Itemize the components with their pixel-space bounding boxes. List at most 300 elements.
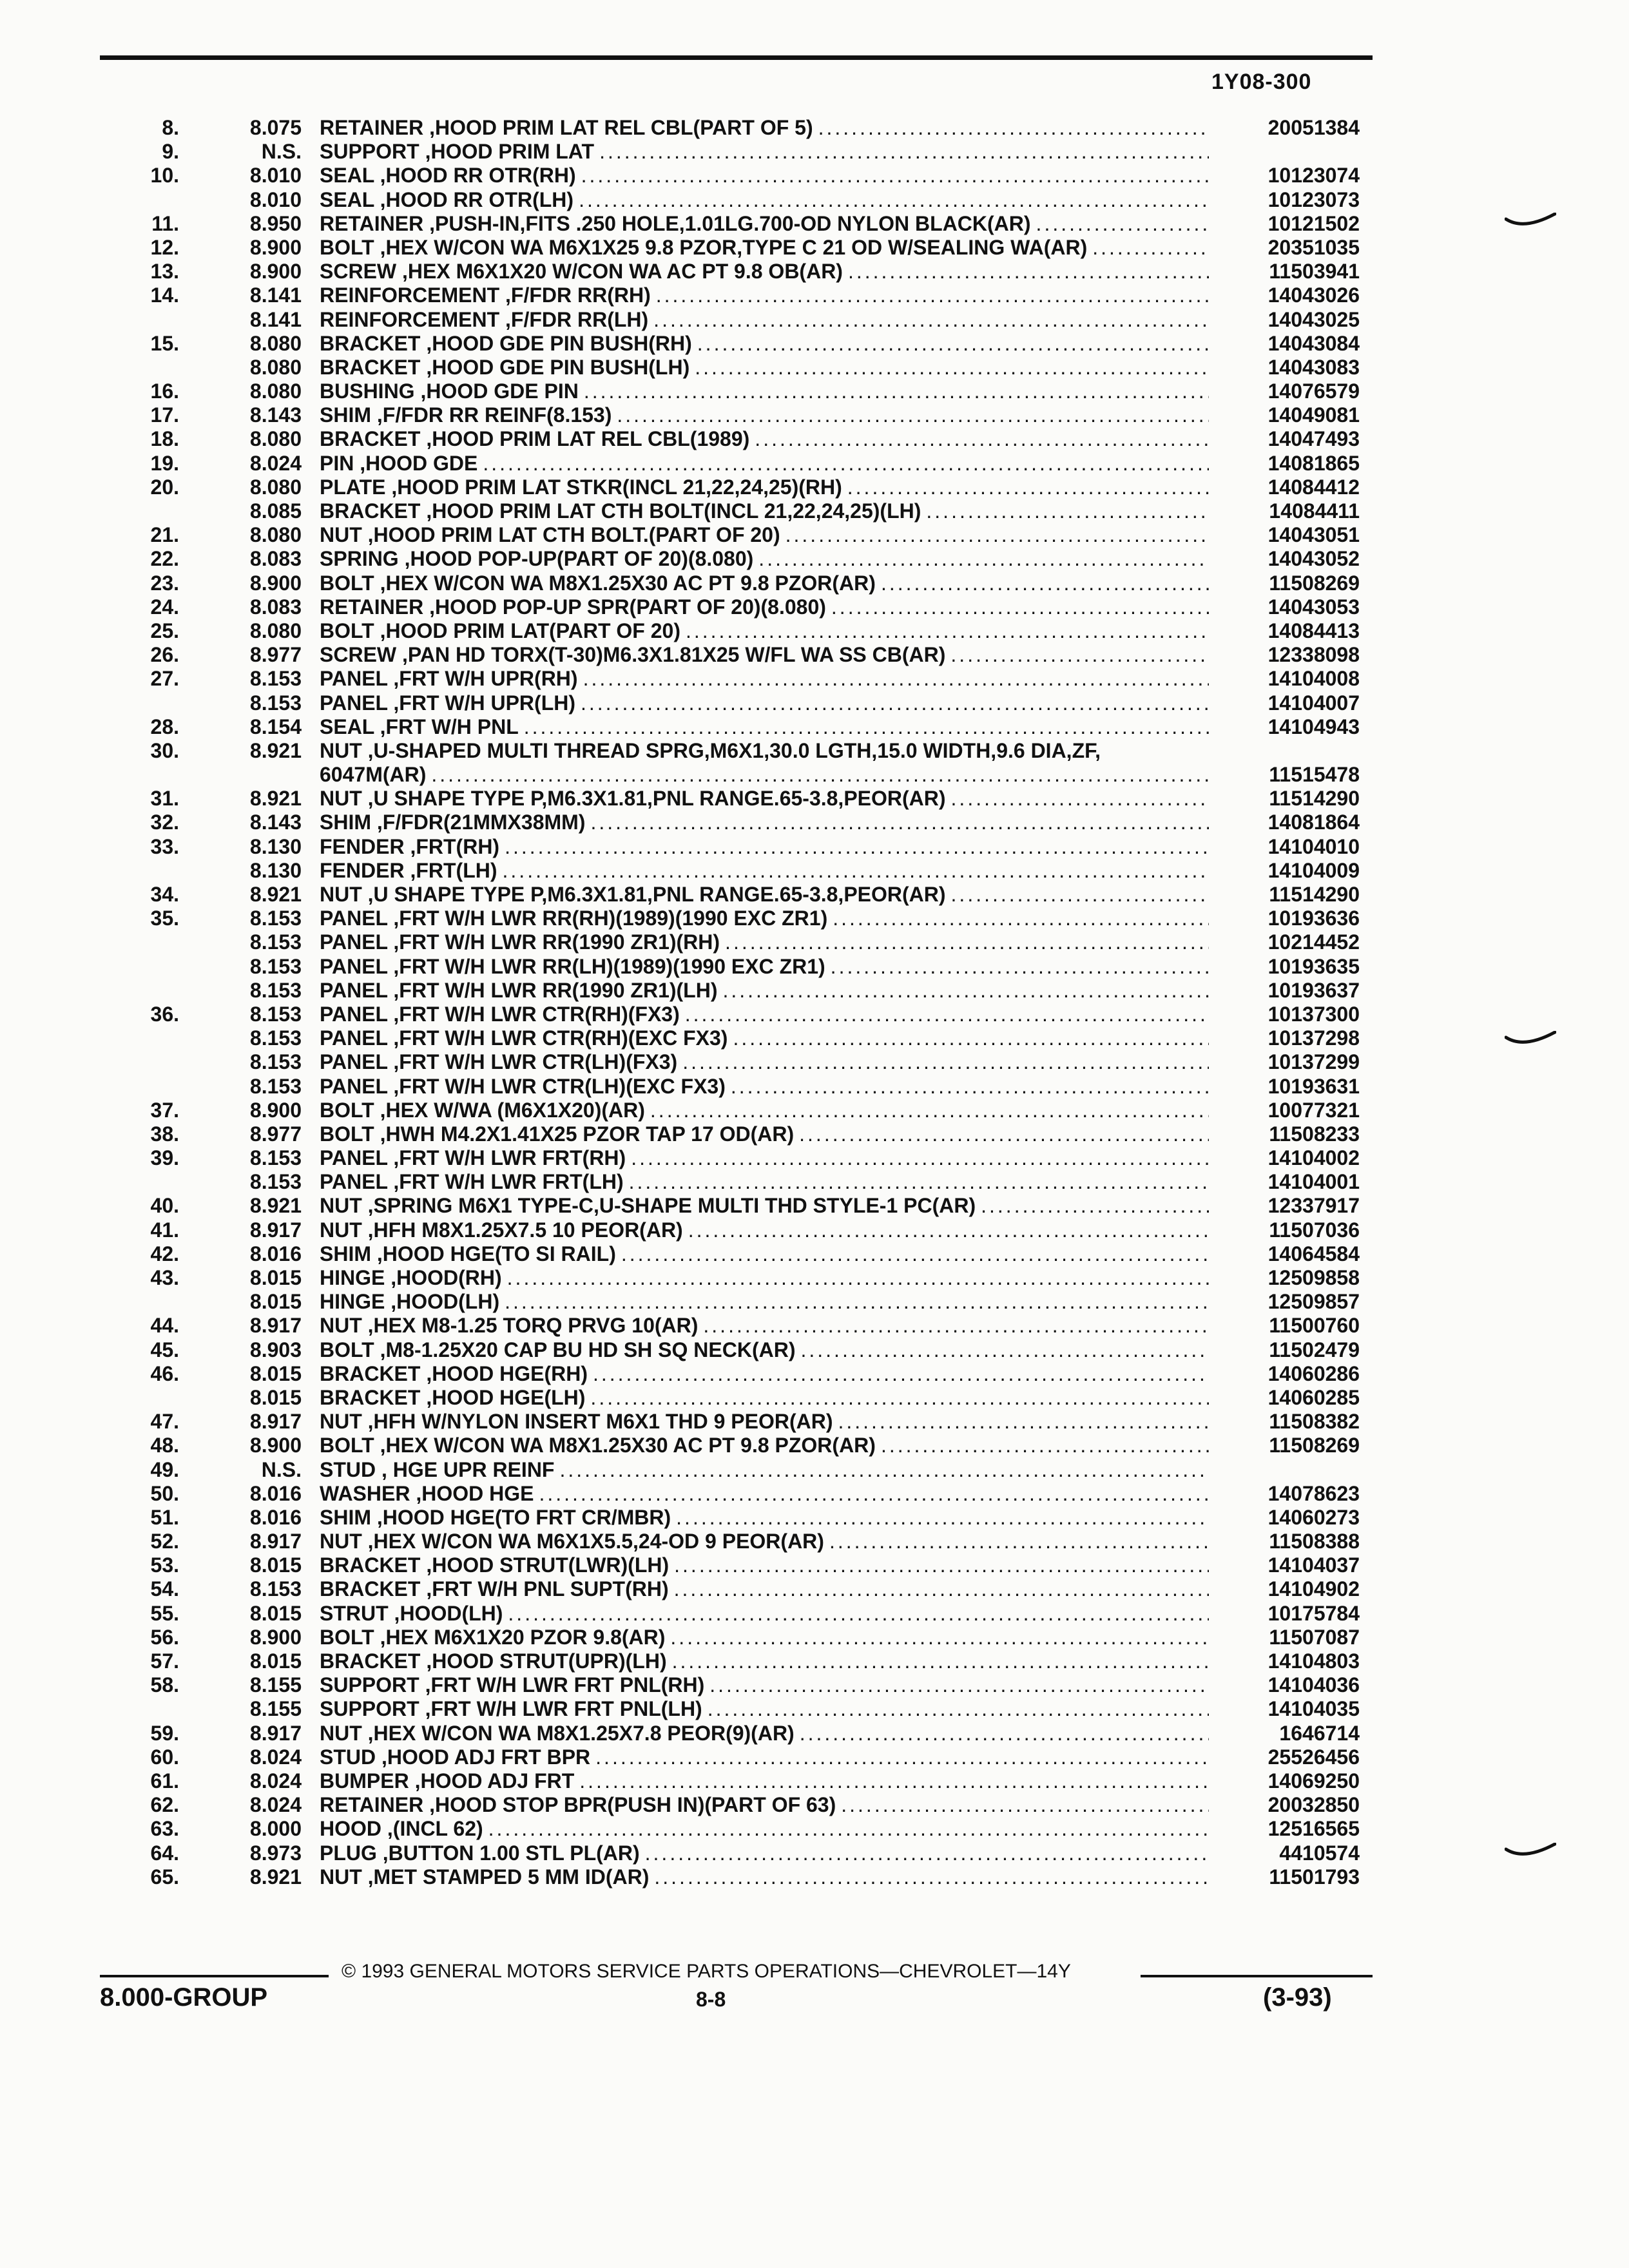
part-row (0, 1530, 1629, 1553)
part-group-number: 8.141 (249, 307, 302, 331)
part-group-number: 8.153 (249, 1577, 302, 1601)
part-row (0, 1769, 1629, 1793)
part-item-number: 20. (150, 475, 179, 499)
part-row (0, 547, 1629, 571)
part-row (0, 619, 1629, 643)
part-number: 14081864 (1268, 811, 1360, 834)
part-number: 14060286 (1268, 1361, 1360, 1385)
part-number: 14104943 (1268, 715, 1360, 738)
part-group-number: 8.977 (249, 1122, 302, 1146)
part-number: 10123073 (1268, 187, 1360, 211)
part-group-number: 8.153 (249, 1050, 302, 1074)
part-group-number: 8.900 (249, 571, 302, 595)
part-group-number: 8.080 (249, 355, 302, 379)
part-row (0, 1362, 1629, 1386)
part-number: 14104803 (1268, 1649, 1360, 1673)
part-group-number: 8.085 (249, 499, 302, 523)
part-item-number: 10. (150, 164, 179, 187)
part-number: 10193631 (1268, 1074, 1360, 1098)
part-row (0, 1626, 1629, 1649)
part-item-number: 17. (150, 403, 179, 427)
part-item-number: 33. (150, 834, 179, 858)
part-group-number: 8.900 (249, 1625, 302, 1649)
part-row (0, 260, 1629, 284)
part-number: 14104010 (1268, 834, 1360, 858)
part-row (0, 835, 1629, 859)
footer-rule-right (1141, 1975, 1373, 1977)
part-number: 12509857 (1268, 1290, 1360, 1314)
part-number: 11514290 (1269, 787, 1360, 811)
part-item-number: 34. (150, 883, 179, 906)
part-item-number: 59. (150, 1721, 179, 1745)
part-number: 20032850 (1268, 1793, 1360, 1817)
part-number: 10123074 (1268, 164, 1360, 187)
part-description: NUT ,HEX W/CON WA M8X1.25X7.8 PEOR(9)(AR) ..... (320, 1722, 1209, 1745)
part-item-number: 42. (150, 1242, 179, 1265)
part-description: SPRING ,HOOD POP-UP(PART OF 20)(8.080) ..... (320, 547, 1209, 571)
part-group-number: 8.141 (249, 284, 302, 307)
part-group-number: 8.900 (249, 1098, 302, 1122)
part-item-number: 21. (150, 523, 179, 547)
part-row (0, 380, 1629, 403)
part-description: SEAL ,FRT W/H PNL ..... (320, 715, 1209, 739)
part-number: 14104902 (1268, 1577, 1360, 1601)
part-number: 11508269 (1269, 571, 1360, 595)
part-item-number: 55. (150, 1601, 179, 1625)
part-number: 11508388 (1269, 1530, 1360, 1553)
part-group-number: 8.015 (249, 1601, 302, 1625)
part-group-number: 8.024 (249, 1793, 302, 1817)
part-description: BOLT ,HEX W/CON WA M8X1.25X30 AC PT 9.8 PZOR(AR) ..... (320, 1434, 1209, 1457)
part-description: BRACKET ,HOOD STRUT(LWR)(LH) ..... (320, 1553, 1209, 1577)
part-description: NUT ,MET STAMPED 5 MM ID(AR) ..... (320, 1865, 1209, 1889)
part-description: BOLT ,HEX M6X1X20 PZOR 9.8(AR) ..... (320, 1626, 1209, 1649)
footer-rule-left (100, 1975, 329, 1977)
part-group-number: 8.130 (249, 858, 302, 882)
part-number: 14104035 (1268, 1697, 1360, 1721)
part-description: NUT ,SPRING M6X1 TYPE-C,U-SHAPE MULTI THD STYLE-1 PC(AR) ..... (320, 1194, 1209, 1218)
part-group-number: 8.016 (249, 1481, 302, 1505)
part-number: 14084412 (1268, 475, 1360, 499)
part-row (0, 811, 1629, 834)
part-group-number: 8.950 (249, 211, 302, 235)
part-row (0, 164, 1629, 187)
part-number: 14104008 (1268, 667, 1360, 691)
part-description: SUPPORT ,FRT W/H LWR FRT PNL(RH) ..... (320, 1673, 1209, 1697)
part-item-number: 24. (150, 595, 179, 619)
part-description: BRACKET ,HOOD GDE PIN BUSH(LH) ..... (320, 356, 1209, 380)
part-number: 11500760 (1269, 1314, 1360, 1338)
part-description: RETAINER ,HOOD STOP BPR(PUSH IN)(PART OF 63) ..... (320, 1793, 1209, 1817)
check-mark-icon (1505, 1031, 1556, 1050)
part-description: BOLT ,HEX W/CON WA M6X1X25 9.8 PZOR,TYPE C 21 OD W/SEALING WA(AR) ..... (320, 236, 1209, 260)
part-group-number: 8.000 (249, 1817, 302, 1841)
part-group-number: 8.921 (249, 883, 302, 906)
part-row (0, 212, 1629, 236)
part-row (0, 284, 1629, 307)
part-group-number: 8.015 (249, 1385, 302, 1409)
part-description: PANEL ,FRT W/H LWR RR(RH)(1989)(1990 EXC ZR1) ..... (320, 907, 1209, 930)
part-description: SUPPORT ,FRT W/H LWR FRT PNL(LH) ..... (320, 1697, 1209, 1721)
part-group-number: 8.015 (249, 1649, 302, 1673)
part-description: HINGE ,HOOD(RH) ..... (320, 1266, 1209, 1290)
part-row (0, 1434, 1629, 1457)
part-item-number: 35. (150, 907, 179, 930)
part-description: SUPPORT ,HOOD PRIM LAT ..... (320, 140, 1209, 164)
part-description: BRACKET ,HOOD PRIM LAT CTH BOLT(INCL 21,22,24,25)(LH) ..... (320, 499, 1209, 523)
part-row (0, 499, 1629, 523)
part-group-number: 8.153 (249, 907, 302, 930)
part-group-number: 8.917 (249, 1410, 302, 1434)
part-description: NUT ,HEX M8-1.25 TORQ PRVG 10(AR) ..... (320, 1314, 1209, 1338)
part-number: 10193636 (1268, 907, 1360, 930)
part-group-number: 8.153 (249, 667, 302, 691)
part-row (0, 930, 1629, 954)
part-number: 14084411 (1269, 499, 1360, 523)
part-description: SHIM ,F/FDR(21MMX38MM) ..... (320, 811, 1209, 834)
part-group-number: 8.153 (249, 1170, 302, 1194)
part-group-number: N.S. (261, 140, 302, 164)
part-row (0, 1386, 1629, 1410)
part-description: BOLT ,HOOD PRIM LAT(PART OF 20) ..... (320, 619, 1209, 643)
part-number: 14049081 (1268, 403, 1360, 427)
part-item-number: 50. (150, 1481, 179, 1505)
part-number: 14084413 (1268, 619, 1360, 642)
part-number: 1646714 (1279, 1721, 1360, 1745)
part-description: BRACKET ,HOOD STRUT(UPR)(LH) ..... (320, 1649, 1209, 1673)
parts-list (0, 116, 1629, 1889)
part-description: NUT ,HOOD PRIM LAT CTH BOLT.(PART OF 20) ..... (320, 523, 1209, 547)
part-row (0, 452, 1629, 476)
part-group-number: 8.153 (249, 1146, 302, 1170)
part-item-number: 39. (150, 1146, 179, 1170)
part-group-number: 8.130 (249, 834, 302, 858)
part-item-number: 38. (150, 1122, 179, 1146)
part-number: 14104001 (1268, 1170, 1360, 1194)
part-item-number: 22. (150, 547, 179, 571)
part-number: 14043084 (1268, 331, 1360, 355)
part-description: HOOD ,(INCL 62) ..... (320, 1817, 1209, 1841)
part-number: 10175784 (1268, 1601, 1360, 1625)
part-row (0, 476, 1629, 499)
part-row (0, 1745, 1629, 1769)
part-group-number: 8.900 (249, 235, 302, 259)
part-item-number: 47. (150, 1410, 179, 1434)
part-item-number: 14. (150, 284, 179, 307)
part-row (0, 1290, 1629, 1314)
part-description: FENDER ,FRT(RH) ..... (320, 835, 1209, 859)
part-group-number: 8.083 (249, 595, 302, 619)
part-group-number: 8.015 (249, 1290, 302, 1314)
part-description: BOLT ,HEX W/CON WA M8X1.25X30 AC PT 9.8 PZOR(AR) ..... (320, 572, 1209, 595)
part-number: 11514290 (1269, 883, 1360, 906)
part-number: 12516565 (1268, 1817, 1360, 1841)
part-description: NUT ,HFH W/NYLON INSERT M6X1 THD 9 PEOR(AR) ..... (320, 1410, 1209, 1434)
part-row (0, 1841, 1629, 1865)
part-row (0, 1218, 1629, 1242)
part-number: 10077321 (1268, 1098, 1360, 1122)
part-row (0, 1482, 1629, 1506)
part-item-number: 28. (150, 715, 179, 738)
part-item-number: 31. (150, 787, 179, 811)
part-group-number: 8.024 (249, 451, 302, 475)
part-group-number: 8.016 (249, 1242, 302, 1265)
part-group-number: 8.024 (249, 1745, 302, 1769)
part-description: PANEL ,FRT W/H UPR(LH) ..... (320, 691, 1209, 715)
part-group-number: 8.083 (249, 547, 302, 571)
part-description: BRACKET ,HOOD PRIM LAT REL CBL(1989) ..... (320, 427, 1209, 451)
part-item-number: 15. (150, 331, 179, 355)
part-item-number: 19. (150, 451, 179, 475)
part-item-number: 41. (150, 1218, 179, 1242)
part-description: NUT ,U SHAPE TYPE P,M6.3X1.81,PNL RANGE.65-3.8,PEOR(AR) ..... (320, 787, 1209, 811)
part-number: 4410574 (1279, 1841, 1360, 1865)
part-group-number: 8.080 (249, 475, 302, 499)
part-group-number: 8.080 (249, 380, 302, 403)
part-number: 11507036 (1269, 1218, 1360, 1242)
part-row (0, 1553, 1629, 1577)
part-number: 10137299 (1268, 1050, 1360, 1074)
part-row (0, 715, 1629, 739)
revision-date: (3-93) (1263, 1983, 1332, 2012)
part-group-number: 8.917 (249, 1530, 302, 1553)
part-row (0, 1458, 1629, 1482)
part-group-number: 8.153 (249, 954, 302, 978)
part-description: SEAL ,HOOD RR OTR(LH) ..... (320, 188, 1209, 212)
part-number: 14043052 (1268, 547, 1360, 571)
part-number: 11508233 (1269, 1122, 1360, 1146)
part-row (0, 188, 1629, 212)
part-group-number: 8.153 (249, 1002, 302, 1026)
part-item-number: 64. (150, 1841, 179, 1865)
part-group-number: 8.917 (249, 1721, 302, 1745)
part-item-number: 32. (150, 811, 179, 834)
part-item-number: 18. (150, 427, 179, 451)
page-code: 1Y08-300 (1211, 70, 1312, 94)
part-group-number: 8.977 (249, 643, 302, 667)
part-item-number: 13. (150, 260, 179, 284)
part-row (0, 1026, 1629, 1050)
part-row (0, 1122, 1629, 1146)
part-group-number: 8.153 (249, 1074, 302, 1098)
part-row (0, 739, 1629, 763)
part-description: RETAINER ,PUSH-IN,FITS .250 HOLE,1.01LG.700-OD NYLON BLACK(AR) ..... (320, 212, 1209, 236)
part-group-number: 8.973 (249, 1841, 302, 1865)
part-number: 14081865 (1268, 451, 1360, 475)
part-description: STRUT ,HOOD(LH) ..... (320, 1602, 1209, 1626)
part-description: BOLT ,HEX W/WA (M6X1X20)(AR) ..... (320, 1099, 1209, 1122)
part-item-number: 16. (150, 380, 179, 403)
part-number: 14076579 (1268, 380, 1360, 403)
part-row (0, 1314, 1629, 1338)
part-description: BRACKET ,FRT W/H PNL SUPT(RH) ..... (320, 1577, 1209, 1601)
part-row (0, 1075, 1629, 1099)
part-row (0, 572, 1629, 595)
part-row (0, 308, 1629, 332)
part-item-number: 9. (162, 140, 179, 164)
part-number: 14104037 (1268, 1553, 1360, 1577)
part-number: 10214452 (1268, 930, 1360, 954)
part-group-number: 8.080 (249, 331, 302, 355)
part-row (0, 523, 1629, 547)
part-number: 11501793 (1269, 1865, 1360, 1888)
part-row (0, 332, 1629, 356)
part-row (0, 1506, 1629, 1530)
part-group-number: 8.016 (249, 1505, 302, 1529)
part-description: PANEL ,FRT W/H LWR RR(LH)(1989)(1990 EXC ZR1) ..... (320, 955, 1209, 979)
part-description: REINFORCEMENT ,F/FDR RR(RH) ..... (320, 284, 1209, 307)
part-number: 11507087 (1269, 1625, 1360, 1649)
part-row (0, 643, 1629, 667)
part-number: 20051384 (1268, 116, 1360, 139)
part-group-number: 8.010 (249, 164, 302, 187)
part-number: 14078623 (1268, 1481, 1360, 1505)
part-description: SCREW ,PAN HD TORX(T-30)M6.3X1.81X25 W/FL WA SS CB(AR) ..... (320, 643, 1209, 667)
part-row (0, 763, 1629, 787)
part-row (0, 1865, 1629, 1889)
part-row (0, 1170, 1629, 1194)
part-row (0, 1266, 1629, 1290)
part-row (0, 1242, 1629, 1266)
part-row (0, 1697, 1629, 1721)
part-item-number: 54. (150, 1577, 179, 1601)
part-row (0, 1003, 1629, 1026)
part-group-number: 8.900 (249, 260, 302, 284)
part-description: BOLT ,HWH M4.2X1.41X25 PZOR TAP 17 OD(AR) ..... (320, 1122, 1209, 1146)
part-number: 12509858 (1268, 1266, 1360, 1289)
part-description: RETAINER ,HOOD PRIM LAT REL CBL(PART OF 5) ..... (320, 116, 1209, 140)
part-description: PANEL ,FRT W/H UPR(RH) ..... (320, 667, 1209, 691)
part-item-number: 58. (150, 1673, 179, 1697)
part-row (0, 1649, 1629, 1673)
part-description: PANEL ,FRT W/H LWR CTR(RH)(EXC FX3) ..... (320, 1026, 1209, 1050)
part-row (0, 140, 1629, 164)
part-group-number: 8.075 (249, 116, 302, 139)
part-number: 11508382 (1269, 1410, 1360, 1434)
part-group-number: 8.921 (249, 1865, 302, 1888)
part-description: PLATE ,HOOD PRIM LAT STKR(INCL 21,22,24,25)(RH) ..... (320, 476, 1209, 499)
part-description: RETAINER ,HOOD POP-UP SPR(PART OF 20)(8.080) ..... (320, 595, 1209, 619)
part-number: 14060273 (1268, 1505, 1360, 1529)
part-item-number: 44. (150, 1314, 179, 1338)
part-group-number: 8.143 (249, 811, 302, 834)
part-number: 11508269 (1269, 1434, 1360, 1457)
part-row (0, 1793, 1629, 1817)
part-item-number: 8. (162, 116, 179, 139)
part-item-number: 12. (150, 235, 179, 259)
part-item-number: 48. (150, 1434, 179, 1457)
part-row (0, 1338, 1629, 1362)
part-item-number: 52. (150, 1530, 179, 1553)
part-group-number: 8.155 (249, 1697, 302, 1721)
part-number: 14104007 (1268, 691, 1360, 715)
part-description: PANEL ,FRT W/H LWR CTR(LH)(FX3) ..... (320, 1050, 1209, 1074)
part-group-number: 8.155 (249, 1673, 302, 1697)
part-item-number: 11. (151, 211, 179, 235)
part-description: NUT ,HFH M8X1.25X7.5 10 PEOR(AR) ..... (320, 1218, 1209, 1242)
part-row (0, 1194, 1629, 1218)
part-description: STUD ,HOOD ADJ FRT BPR ..... (320, 1745, 1209, 1769)
part-item-number: 56. (150, 1625, 179, 1649)
part-row (0, 955, 1629, 979)
part-group-number: 8.153 (249, 1026, 302, 1050)
part-description: BOLT ,M8-1.25X20 CAP BU HD SH SQ NECK(AR) ..... (320, 1338, 1209, 1362)
part-group-number: 8.921 (249, 1194, 302, 1218)
part-item-number: 36. (150, 1002, 179, 1026)
part-group-number: 8.015 (249, 1553, 302, 1577)
page-number: 8-8 (696, 1988, 726, 2011)
part-item-number: 43. (150, 1266, 179, 1289)
part-number: 10121502 (1268, 211, 1360, 235)
part-item-number: 61. (150, 1769, 179, 1792)
part-group-number: 8.153 (249, 930, 302, 954)
part-number: 12337917 (1268, 1194, 1360, 1218)
part-description: BUMPER ,HOOD ADJ FRT ..... (320, 1769, 1209, 1793)
part-description: 6047M(AR) ..... (320, 763, 1209, 787)
part-description: PANEL ,FRT W/H LWR RR(1990 ZR1)(LH) ..... (320, 979, 1209, 1003)
part-group-number: 8.154 (249, 715, 302, 738)
part-description: SEAL ,HOOD RR OTR(RH) ..... (320, 164, 1209, 187)
part-group-number: 8.010 (249, 187, 302, 211)
part-row (0, 427, 1629, 451)
part-description: HINGE ,HOOD(LH) ..... (320, 1290, 1209, 1314)
part-row (0, 883, 1629, 907)
part-item-number: 40. (150, 1194, 179, 1218)
part-row (0, 1673, 1629, 1697)
part-row (0, 1722, 1629, 1745)
part-group-number: 8.153 (249, 978, 302, 1002)
part-description: STUD , HGE UPR REINF ..... (320, 1458, 1209, 1482)
part-description: NUT ,HEX W/CON WA M6X1X5.5,24-OD 9 PEOR(AR) ..... (320, 1530, 1209, 1553)
part-group-number: 8.080 (249, 427, 302, 451)
part-group-number: 8.024 (249, 1769, 302, 1792)
part-number: 14043051 (1268, 523, 1360, 547)
part-description: BRACKET ,HOOD HGE(RH) ..... (320, 1362, 1209, 1386)
part-description: REINFORCEMENT ,F/FDR RR(LH) ..... (320, 308, 1209, 332)
part-description: PANEL ,FRT W/H LWR FRT(RH) ..... (320, 1146, 1209, 1170)
part-row (0, 691, 1629, 715)
part-description: BRACKET ,HOOD GDE PIN BUSH(RH) ..... (320, 332, 1209, 356)
part-description: NUT ,U-SHAPED MULTI THREAD SPRG,M6X1,30.0 LGTH,15.0 WIDTH,9.6 DIA,ZF, (320, 738, 1101, 762)
part-group-number: 8.921 (249, 787, 302, 811)
check-mark-icon (1505, 1843, 1556, 1862)
part-group-number: 8.143 (249, 403, 302, 427)
part-description: WASHER ,HOOD HGE ..... (320, 1482, 1209, 1506)
part-item-number: 49. (150, 1457, 179, 1481)
part-number: 12338098 (1268, 643, 1360, 667)
part-description: NUT ,U SHAPE TYPE P,M6.3X1.81,PNL RANGE.65-3.8,PEOR(AR) ..... (320, 883, 1209, 907)
part-description: BRACKET ,HOOD HGE(LH) ..... (320, 1386, 1209, 1410)
part-number: 25526456 (1268, 1745, 1360, 1769)
part-group-number: 8.903 (249, 1338, 302, 1361)
part-description: FENDER ,FRT(LH) ..... (320, 859, 1209, 883)
part-item-number: 53. (150, 1553, 179, 1577)
part-row (0, 1050, 1629, 1074)
part-description: SHIM ,F/FDR RR REINF(8.153) ..... (320, 403, 1209, 427)
part-description: PIN ,HOOD GDE ..... (320, 452, 1209, 476)
part-group-number: 8.921 (249, 738, 302, 762)
part-description: SCREW ,HEX M6X1X20 W/CON WA AC PT 9.8 OB(AR) ..... (320, 260, 1209, 284)
part-item-number: 45. (150, 1338, 179, 1361)
part-group-number: 8.080 (249, 523, 302, 547)
part-row (0, 907, 1629, 930)
part-row (0, 1577, 1629, 1601)
part-description: PANEL ,FRT W/H LWR FRT(LH) ..... (320, 1170, 1209, 1194)
part-item-number: 65. (150, 1865, 179, 1888)
part-number: 14060285 (1268, 1385, 1360, 1409)
part-item-number: 25. (150, 619, 179, 642)
part-number: 20351035 (1268, 235, 1360, 259)
